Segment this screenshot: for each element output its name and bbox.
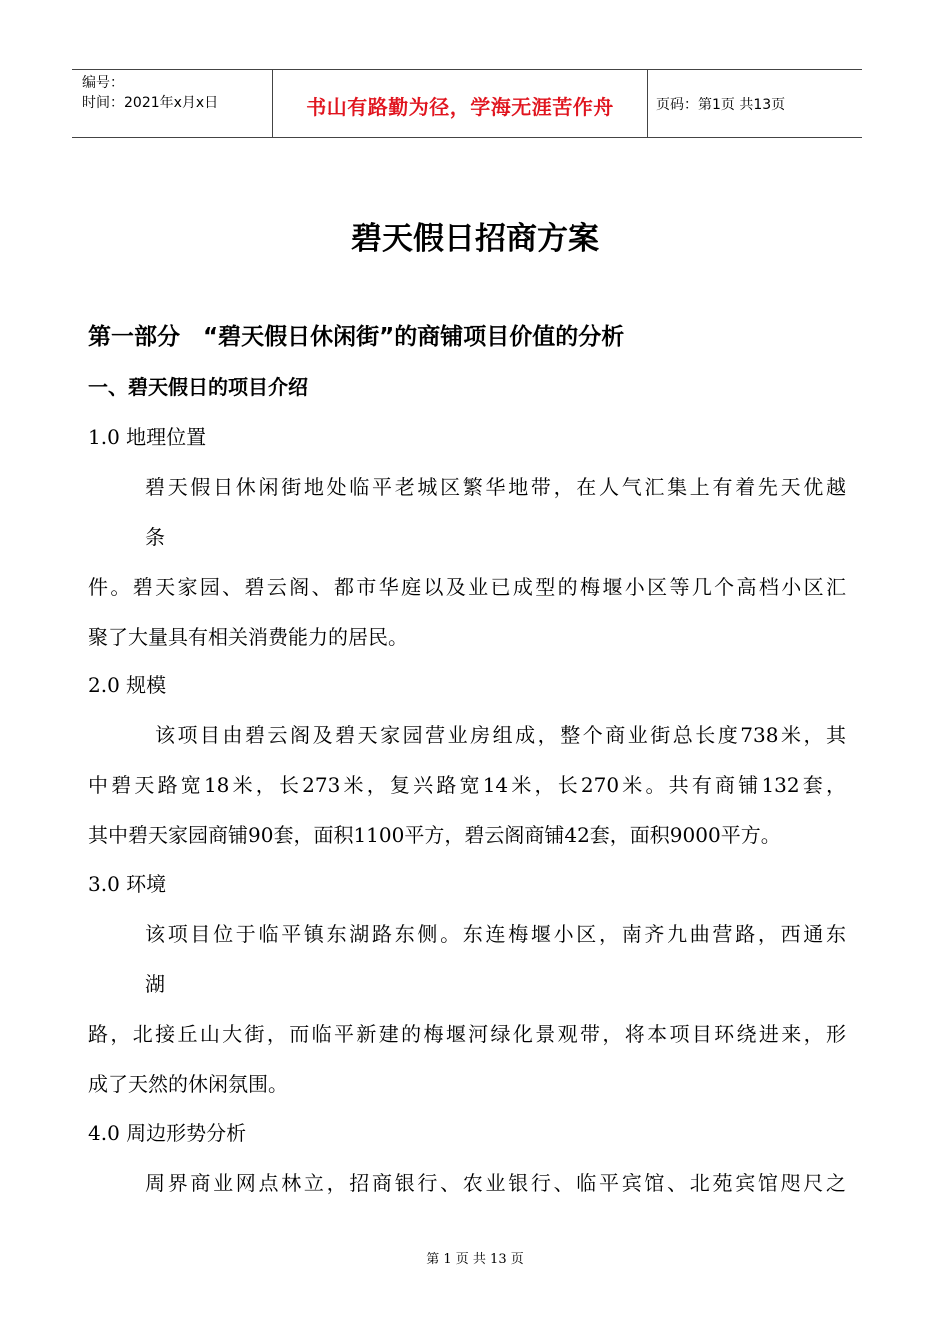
subsection-heading-location: 1.0 地理位置	[88, 425, 207, 449]
paragraph-line: 该项目由碧云阁及碧天家园营业房组成，整个商业街总长度738米，其	[155, 723, 846, 747]
header-motto-cell	[273, 70, 648, 137]
paragraph-line: 成了天然的休闲氛围。	[88, 1072, 288, 1096]
paragraph-line: 该项目位于临平镇东湖路东侧。东连梅堰小区，南齐九曲营路，西通东	[145, 922, 846, 946]
paragraph-line: 件。碧天家园、碧云阁、都市华庭以及业已成型的梅堰小区等几个高档小区汇	[88, 575, 846, 599]
header-page-cell	[648, 70, 862, 137]
subsection-heading-surroundings: 4.0 周边形势分析	[88, 1121, 247, 1145]
document-title: 碧天假日招商方案	[351, 221, 599, 257]
document-header	[72, 69, 862, 138]
page-footer: 第 1 页 共 13 页	[426, 1252, 524, 1267]
section-heading: 一、碧天假日的项目介绍	[88, 375, 308, 399]
document-number-label: 编号：	[82, 75, 124, 91]
paragraph-line: 碧天假日休闲街地处临平老城区繁华地带，在人气汇集上有着先天优越	[145, 475, 846, 499]
paragraph-line: 路，北接丘山大街，而临平新建的梅堰河绿化景观带，将本项目环绕进来，形	[88, 1022, 846, 1046]
header-motto: 书山有路勤为径，学海无涯苦作舟	[306, 95, 614, 119]
paragraph-line: 其中碧天家园商铺90套，面积1100平方，碧云阁商铺42套，面积9000平方。	[88, 823, 781, 847]
subsection-heading-scale: 2.0 规模	[88, 673, 167, 697]
paragraph-line: 条	[145, 525, 165, 549]
subsection-heading-environment: 3.0 环境	[88, 872, 167, 896]
part-heading: 第一部分 “碧天假日休闲街”的商铺项目价值的分析	[88, 324, 625, 350]
paragraph-line: 湖	[145, 972, 165, 996]
paragraph-line: 周界商业网点林立，招商银行、农业银行、临平宾馆、北苑宾馆咫尺之	[145, 1171, 846, 1195]
header-page-label: 页码：第1页 共13页	[656, 97, 786, 113]
header-info-cell	[72, 70, 273, 137]
paragraph-line: 聚了大量具有相关消费能力的居民。	[88, 625, 408, 649]
paragraph-line: 中碧天路宽18米，长273米，复兴路宽14米，长270米。共有商铺132套，	[88, 773, 846, 797]
document-time-label: 时间：2021年x月x日	[82, 95, 219, 111]
